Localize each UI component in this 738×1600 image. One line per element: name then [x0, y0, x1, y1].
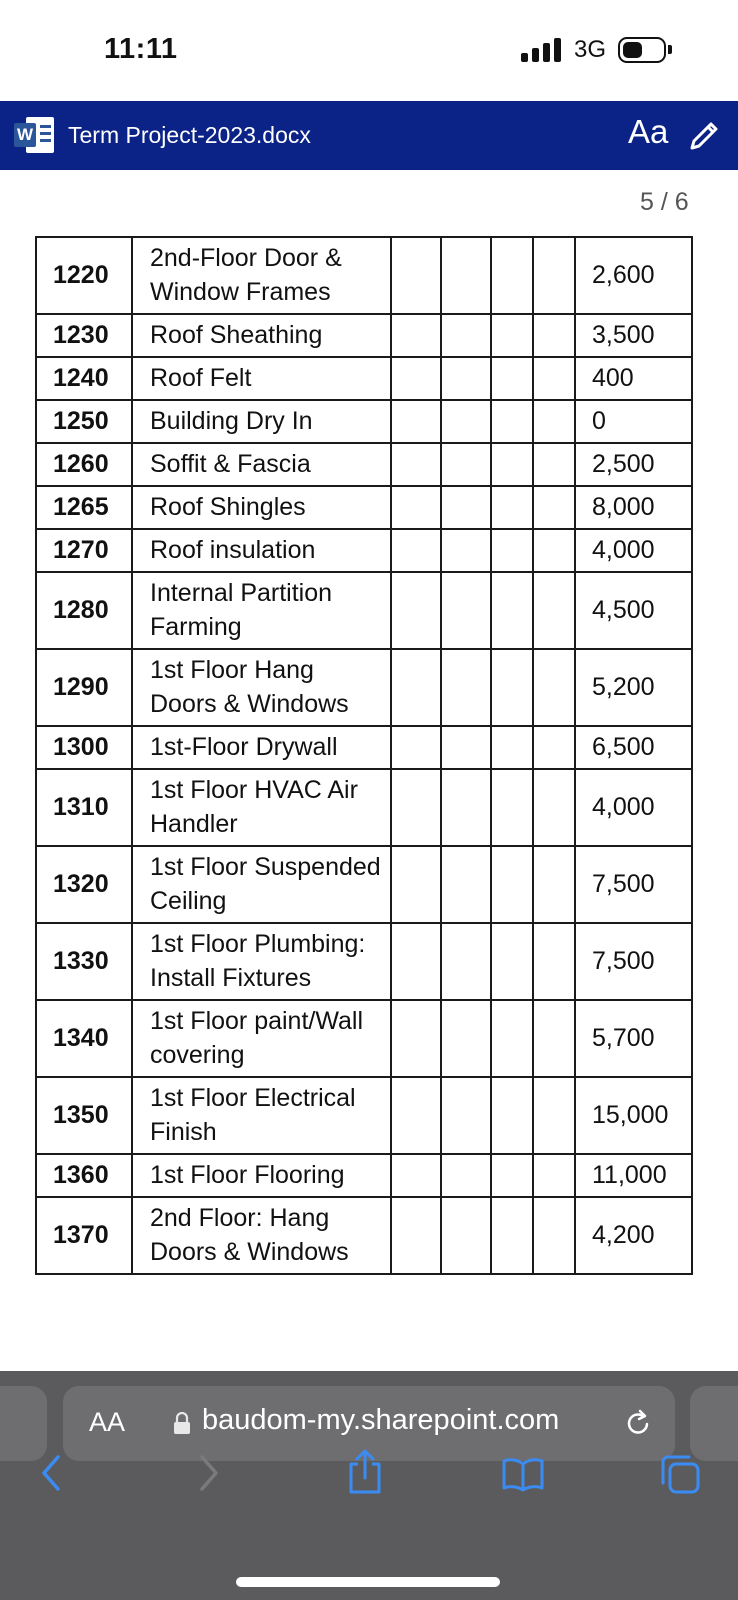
cost-code-cell: 1265	[36, 486, 132, 529]
cost-code-cell: 1260	[36, 443, 132, 486]
page-settings-button[interactable]: AA	[89, 1407, 126, 1437]
table-row	[36, 357, 692, 400]
description-cell: 1st-Floor Drywall	[132, 726, 391, 769]
empty-cell	[441, 237, 491, 314]
empty-cell	[391, 1077, 441, 1154]
amount-cell: 7,500	[575, 923, 692, 1000]
cost-code-cell: 1280	[36, 572, 132, 649]
status-bar	[0, 0, 738, 100]
word-logo-icon	[14, 117, 54, 153]
empty-cell	[533, 649, 575, 726]
empty-cell	[391, 443, 441, 486]
amount-cell: 3,500	[575, 314, 692, 357]
amount-cell: 5,200	[575, 649, 692, 726]
edit-pencil-icon[interactable]	[686, 118, 722, 154]
description-cell: Roof insulation	[132, 529, 391, 572]
amount-cell: 15,000	[575, 1077, 692, 1154]
table-row	[36, 443, 692, 486]
cost-code-cell: 1240	[36, 357, 132, 400]
empty-cell	[533, 846, 575, 923]
description-cell: Roof Sheathing	[132, 314, 391, 357]
empty-cell	[533, 726, 575, 769]
cellular-signal-icon	[521, 38, 563, 62]
description-cell: 1st Floor HVAC Air Handler	[132, 769, 391, 846]
empty-cell	[391, 769, 441, 846]
empty-cell	[441, 529, 491, 572]
empty-cell	[441, 486, 491, 529]
status-time: 11:11	[104, 33, 178, 65]
cost-code-cell: 1290	[36, 649, 132, 726]
empty-cell	[441, 769, 491, 846]
table-row	[36, 486, 692, 529]
empty-cell	[441, 1000, 491, 1077]
browser-toolbar	[0, 1371, 738, 1600]
table-row	[36, 572, 692, 649]
table-row	[36, 649, 692, 726]
empty-cell	[491, 769, 533, 846]
description-cell: 1st Floor Flooring	[132, 1154, 391, 1197]
amount-cell: 2,600	[575, 237, 692, 314]
network-type: 3G	[574, 36, 607, 63]
empty-cell	[533, 529, 575, 572]
empty-cell	[391, 314, 441, 357]
table-row	[36, 769, 692, 846]
empty-cell	[391, 529, 441, 572]
back-arrow-icon[interactable]	[36, 1453, 66, 1493]
amount-cell: 4,500	[575, 572, 692, 649]
empty-cell	[533, 1197, 575, 1274]
empty-cell	[533, 1077, 575, 1154]
empty-cell	[391, 923, 441, 1000]
description-cell: Internal Partition Farming	[132, 572, 391, 649]
previous-tab-preview[interactable]	[0, 1386, 47, 1461]
empty-cell	[441, 357, 491, 400]
empty-cell	[391, 400, 441, 443]
description-cell: Roof Felt	[132, 357, 391, 400]
description-cell: Roof Shingles	[132, 486, 391, 529]
empty-cell	[391, 1154, 441, 1197]
empty-cell	[441, 443, 491, 486]
cost-code-cell: 1230	[36, 314, 132, 357]
tabs-icon[interactable]	[659, 1453, 701, 1495]
cost-code-cell: 1320	[36, 846, 132, 923]
description-cell: 2nd Floor: Hang Doors & Windows	[132, 1197, 391, 1274]
empty-cell	[491, 529, 533, 572]
empty-cell	[533, 314, 575, 357]
empty-cell	[441, 726, 491, 769]
empty-cell	[391, 237, 441, 314]
empty-cell	[491, 649, 533, 726]
empty-cell	[391, 572, 441, 649]
empty-cell	[491, 443, 533, 486]
empty-cell	[491, 846, 533, 923]
empty-cell	[491, 1000, 533, 1077]
empty-cell	[533, 237, 575, 314]
empty-cell	[533, 1000, 575, 1077]
table-row	[36, 1000, 692, 1077]
amount-cell: 4,200	[575, 1197, 692, 1274]
cost-code-cell: 1300	[36, 726, 132, 769]
reload-icon[interactable]	[623, 1408, 653, 1438]
cost-code-cell: 1340	[36, 1000, 132, 1077]
document-header	[0, 101, 738, 170]
description-cell: 1st Floor Suspended Ceiling	[132, 846, 391, 923]
empty-cell	[533, 400, 575, 443]
description-cell: Building Dry In	[132, 400, 391, 443]
empty-cell	[391, 649, 441, 726]
description-cell: 1st Floor Hang Doors & Windows	[132, 649, 391, 726]
empty-cell	[441, 649, 491, 726]
empty-cell	[441, 1154, 491, 1197]
forward-arrow-icon[interactable]	[194, 1453, 224, 1493]
empty-cell	[533, 923, 575, 1000]
bookmarks-icon[interactable]	[501, 1456, 545, 1492]
url-text: baudom-my.sharepoint.com	[202, 1404, 560, 1436]
amount-cell: 400	[575, 357, 692, 400]
document-title: Term Project-2023.docx	[68, 122, 311, 148]
battery-tip	[668, 45, 672, 54]
cost-code-cell: 1330	[36, 923, 132, 1000]
table-row	[36, 726, 692, 769]
cost-code-cell: 1350	[36, 1077, 132, 1154]
amount-cell: 11,000	[575, 1154, 692, 1197]
cost-code-cell: 1310	[36, 769, 132, 846]
empty-cell	[491, 726, 533, 769]
empty-cell	[533, 486, 575, 529]
empty-cell	[441, 846, 491, 923]
empty-cell	[441, 314, 491, 357]
empty-cell	[533, 769, 575, 846]
amount-cell: 4,000	[575, 769, 692, 846]
amount-cell: 8,000	[575, 486, 692, 529]
battery-icon	[618, 37, 666, 63]
description-cell: 1st Floor paint/Wall covering	[132, 1000, 391, 1077]
empty-cell	[391, 1197, 441, 1274]
empty-cell	[491, 1077, 533, 1154]
empty-cell	[391, 1000, 441, 1077]
empty-cell	[533, 1154, 575, 1197]
amount-cell: 7,500	[575, 846, 692, 923]
empty-cell	[533, 572, 575, 649]
amount-cell: 0	[575, 400, 692, 443]
empty-cell	[533, 443, 575, 486]
cost-code-cell: 1220	[36, 237, 132, 314]
empty-cell	[491, 314, 533, 357]
description-cell: 1st Floor Electrical Finish	[132, 1077, 391, 1154]
empty-cell	[491, 923, 533, 1000]
empty-cell	[491, 237, 533, 314]
empty-cell	[491, 357, 533, 400]
table-row	[36, 314, 692, 357]
amount-cell: 5,700	[575, 1000, 692, 1077]
empty-cell	[441, 572, 491, 649]
table-row	[36, 1077, 692, 1154]
cost-code-cell: 1270	[36, 529, 132, 572]
description-cell: Soffit & Fascia	[132, 443, 391, 486]
empty-cell	[391, 357, 441, 400]
empty-cell	[441, 1197, 491, 1274]
table-row	[36, 1197, 692, 1274]
empty-cell	[533, 357, 575, 400]
page-counter: 5 / 6	[640, 188, 689, 216]
empty-cell	[491, 400, 533, 443]
empty-cell	[441, 923, 491, 1000]
table-row	[36, 1154, 692, 1197]
table-row	[36, 237, 692, 314]
empty-cell	[491, 1154, 533, 1197]
amount-cell: 6,500	[575, 726, 692, 769]
amount-cell: 2,500	[575, 443, 692, 486]
text-size-button[interactable]: Aa	[628, 113, 669, 150]
table-row	[36, 400, 692, 443]
table-row	[36, 846, 692, 923]
cost-code-cell: 1360	[36, 1154, 132, 1197]
empty-cell	[391, 726, 441, 769]
home-indicator[interactable]	[236, 1577, 500, 1587]
cost-table	[35, 236, 693, 1275]
empty-cell	[441, 400, 491, 443]
description-cell: 1st Floor Plumbing: Install Fixtures	[132, 923, 391, 1000]
next-tab-preview[interactable]	[690, 1386, 738, 1461]
empty-cell	[391, 486, 441, 529]
cost-code-cell: 1370	[36, 1197, 132, 1274]
empty-cell	[491, 572, 533, 649]
empty-cell	[491, 486, 533, 529]
empty-cell	[391, 846, 441, 923]
amount-cell: 4,000	[575, 529, 692, 572]
table-row	[36, 529, 692, 572]
description-cell: 2nd-Floor Door & Window Frames	[132, 237, 391, 314]
share-icon[interactable]	[345, 1448, 385, 1496]
empty-cell	[441, 1077, 491, 1154]
table-row	[36, 923, 692, 1000]
cost-code-cell: 1250	[36, 400, 132, 443]
lock-icon	[174, 1412, 190, 1434]
empty-cell	[491, 1197, 533, 1274]
word-logo-letter: W	[14, 123, 36, 147]
